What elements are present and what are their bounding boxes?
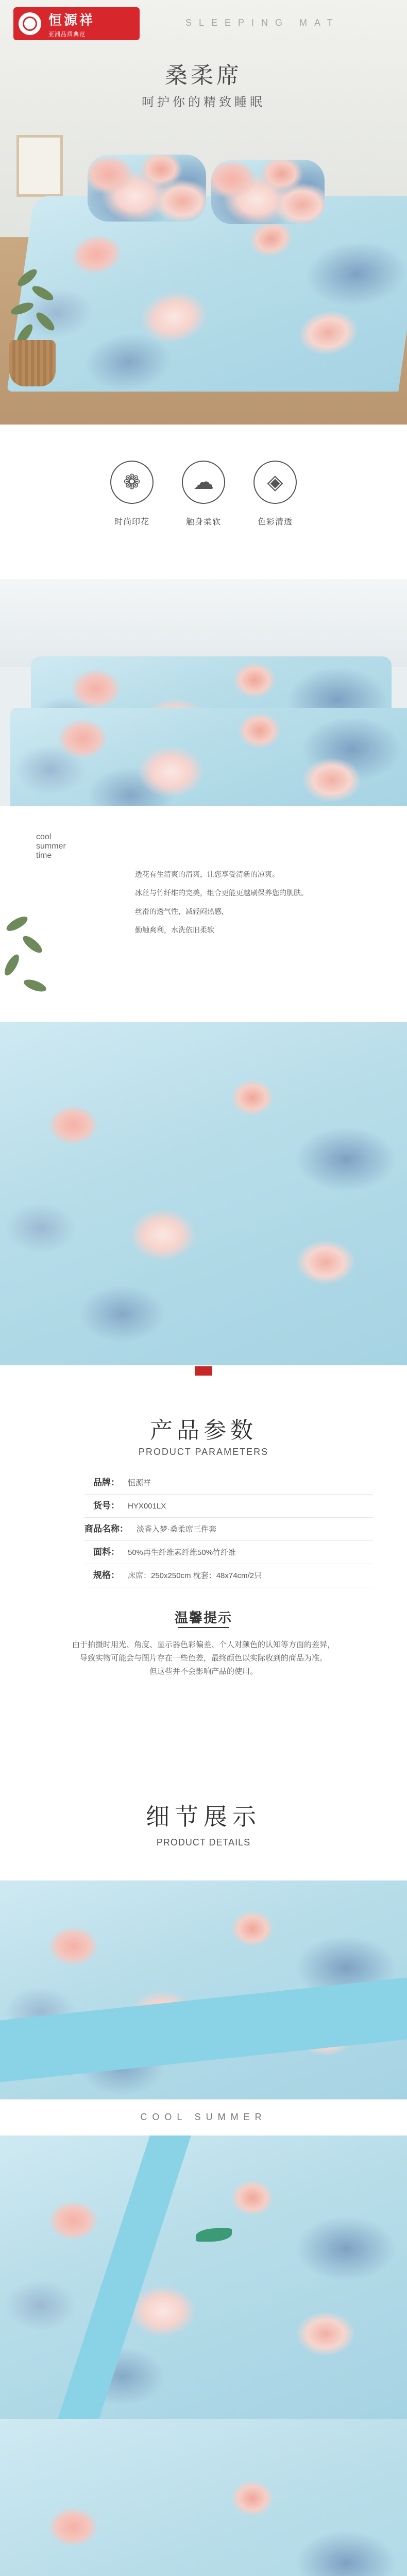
table-row [84, 1471, 373, 1495]
param-key: 货号： [93, 1501, 120, 1511]
fabric-drape [0, 2419, 407, 2576]
hero-pillow-right [211, 160, 325, 224]
tips-text [31, 1638, 376, 1679]
param-value: 50%再生纤维素纤维50%竹纤维 [128, 1548, 236, 1557]
param-key: 面料： [93, 1547, 120, 1557]
intro-line: 勤触爽利，水洗依旧柔软 [135, 926, 214, 934]
blue-border-band [0, 1977, 407, 2082]
cool-summer-time-label [36, 833, 98, 860]
param-key: 品牌： [93, 1478, 120, 1487]
intro-line: 丝滑的透气性，减轻闷热感， [135, 907, 229, 916]
red-accent-mark [195, 1366, 212, 1376]
hero-banner [0, 0, 407, 425]
time-word: time [36, 851, 52, 860]
intro-text-block [0, 806, 407, 1022]
params-subtitle: PRODUCT PARAMETERS [138, 1447, 269, 1457]
tips-divider [178, 1627, 229, 1628]
product-parameters [0, 1365, 407, 1777]
brand-seal-icon [19, 12, 41, 35]
brand-tagline: 亚洲品质典范 [48, 31, 86, 38]
details-subtitle: PRODUCT DETAILS [156, 1837, 251, 1848]
feature-item [244, 461, 306, 527]
hero-subtitle: 呵护你的精致睡眠 [142, 95, 265, 109]
drop-icon: ◈ [253, 461, 297, 504]
feature-icons [0, 425, 407, 579]
detail-photo-fold [0, 2136, 407, 2419]
table-row [84, 1564, 373, 1587]
feature-item [101, 461, 163, 527]
pillow-stack-photo [0, 579, 407, 806]
tip-line: 导致实物可能会与图片存在一些色差，最终颜色以实际收到的商品为准。 [79, 1654, 327, 1663]
params-table [84, 1471, 373, 1587]
hero-title: 桑柔席 [165, 63, 242, 88]
cool-summer-divider [0, 2099, 407, 2136]
param-value: 恒源祥 [128, 1479, 151, 1487]
feature-label: 触身柔软 [185, 518, 221, 527]
feature-label: 色彩清透 [257, 518, 293, 527]
wall-picture-frame [16, 135, 63, 197]
details-title: 细节展示 [146, 1803, 261, 1830]
param-value: 淡香入梦·桑柔席三件套 [137, 1525, 216, 1534]
param-value: HYX001LX [128, 1502, 166, 1511]
intro-line: 透花有生清爽的清爽，让您享受清新的凉爽。 [135, 870, 279, 878]
param-value: 床席：250x250cm 枕套：48x74cm/2只 [128, 1571, 262, 1580]
feature-item [173, 461, 234, 527]
detail-photo-embroidery [0, 1880, 407, 2099]
table-row [84, 1495, 373, 1518]
summer-word: summer [36, 842, 66, 851]
intro-line: 冰丝与竹纤维的完美，组合更能更越刷保养您的肌肤。 [135, 889, 308, 897]
window-light [0, 579, 407, 667]
basket-pot [9, 340, 56, 386]
brand-name: 恒源祥 [48, 12, 95, 28]
hero-pillow-left [88, 155, 206, 222]
bird-motif-icon [196, 2228, 232, 2242]
corner-plant [0, 909, 52, 1022]
cool-summer-text: COOL SUMMER [140, 2112, 267, 2122]
table-row [84, 1518, 373, 1541]
brand-logo [13, 7, 140, 40]
intro-paragraph [135, 865, 372, 939]
param-key: 规格： [93, 1570, 120, 1580]
flower-icon: ❁ [110, 461, 154, 504]
tips-title: 温馨提示 [174, 1610, 232, 1625]
param-key: 商品名称： [84, 1524, 128, 1534]
details-heading [0, 1777, 407, 1880]
cool-word: cool [36, 833, 52, 841]
detail-photo-fabric [0, 2419, 407, 2576]
tip-line: 由于拍摄时用光、角度、显示器色彩偏差、个人对颜色的认知等方面的差异， [72, 1640, 335, 1649]
sleeping-mat-label: SLEEPING MAT [185, 18, 340, 28]
folded-mat [10, 708, 407, 806]
bed-closeup-photo [0, 1022, 407, 1365]
cloud-icon: ☁ [182, 461, 225, 504]
table-row [84, 1541, 373, 1564]
tip-line: 但这些并不会影响产品的使用。 [149, 1667, 258, 1676]
blue-edge-trim [56, 2136, 191, 2419]
feature-label: 时尚印花 [114, 518, 149, 527]
params-title: 产品参数 [150, 1418, 257, 1443]
